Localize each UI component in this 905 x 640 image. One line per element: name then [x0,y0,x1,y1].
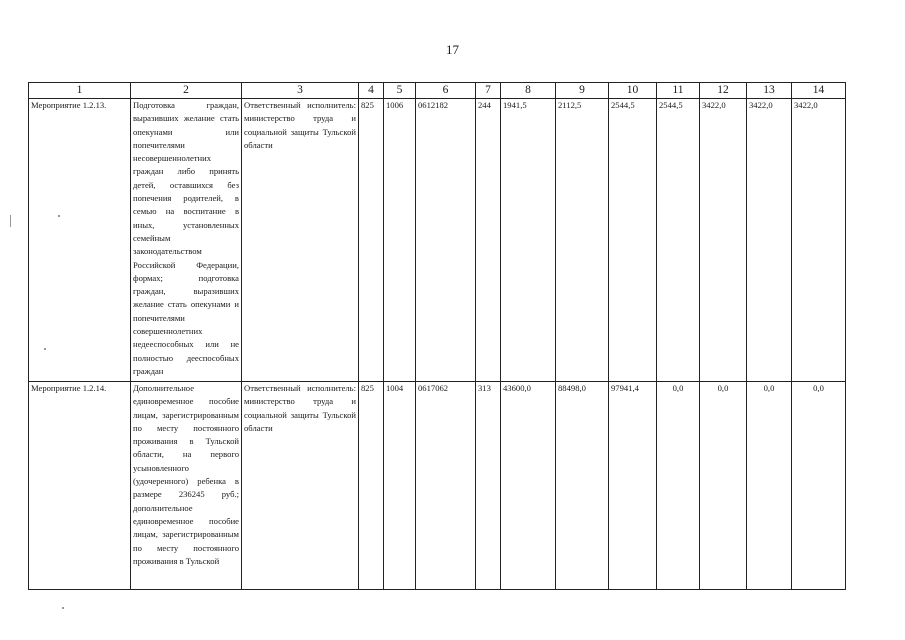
scan-speck [58,215,60,217]
activity-name: Мероприятие 1.2.14. [29,382,131,590]
cell-col9: 88498,0 [556,382,609,590]
column-header: 5 [384,83,416,99]
column-header: 12 [700,83,747,99]
cell-col6: 0612182 [416,99,476,382]
header-row [29,83,846,99]
cell-col7: 313 [476,382,501,590]
cell-col11: 2544,5 [657,99,700,382]
cell-col9: 2112,5 [556,99,609,382]
cell-col14: 0,0 [792,382,846,590]
column-header: 2 [131,83,242,99]
column-header: 14 [792,83,846,99]
activity-description: Дополнительное единовременное пособие лицам, зарегистрированным по месту постоянного проживания в Тульской области, на первого усыновленного (удочеренного) ребенка в размере 236245 руб.; дополнительное единовременное пособие лицам, зарегистрированным по месту постоянного проживания в Тульской [133,383,239,566]
program-table [28,82,846,590]
table-row [29,382,846,590]
cell-col7: 244 [476,99,501,382]
scan-speck [10,215,11,227]
cell-col13: 0,0 [747,382,792,590]
activity-description: Подготовка граждан, выразивших желание стать опекунами или попечителями несовершеннолетних граждан либо принять детей, оставшихся без попечения родителей, в семью на воспитание в иных, установленных семейным законодательством Российской Федерации, формах; подготовка граждан, выразивших желание стать опекунами и попечителями совершеннолетних недееспособных или не полностью дееспособных граждан [133,100,239,376]
cell-col10: 97941,4 [609,382,657,590]
column-header: 6 [416,83,476,99]
responsible-executor: Ответственный исполнитель: министерство труда и социальной защиты Тульской области [242,382,359,590]
column-header: 11 [657,83,700,99]
cell-col10: 2544,5 [609,99,657,382]
responsible-executor: Ответственный исполнитель: министерство труда и социальной защиты Тульской области [242,99,359,382]
cell-col14: 3422,0 [792,99,846,382]
column-header: 10 [609,83,657,99]
cell-col4: 825 [359,382,384,590]
column-header: 13 [747,83,792,99]
scan-speck [62,607,64,609]
cell-col4: 825 [359,99,384,382]
column-header: 9 [556,83,609,99]
cell-col12: 0,0 [700,382,747,590]
cell-col8: 43600,0 [501,382,556,590]
column-header: 4 [359,83,384,99]
table-row [29,99,846,382]
cell-col5: 1004 [384,382,416,590]
cell-col11: 0,0 [657,382,700,590]
column-header: 8 [501,83,556,99]
scan-speck [44,348,46,350]
column-header: 1 [29,83,131,99]
page-number: 17 [446,42,459,57]
activity-name: Мероприятие 1.2.13. [29,99,131,382]
column-header: 3 [242,83,359,99]
cell-col5: 1006 [384,99,416,382]
cell-col12: 3422,0 [700,99,747,382]
cell-col8: 1941,5 [501,99,556,382]
cell-col6: 0617062 [416,382,476,590]
column-header: 7 [476,83,501,99]
cell-col13: 3422,0 [747,99,792,382]
